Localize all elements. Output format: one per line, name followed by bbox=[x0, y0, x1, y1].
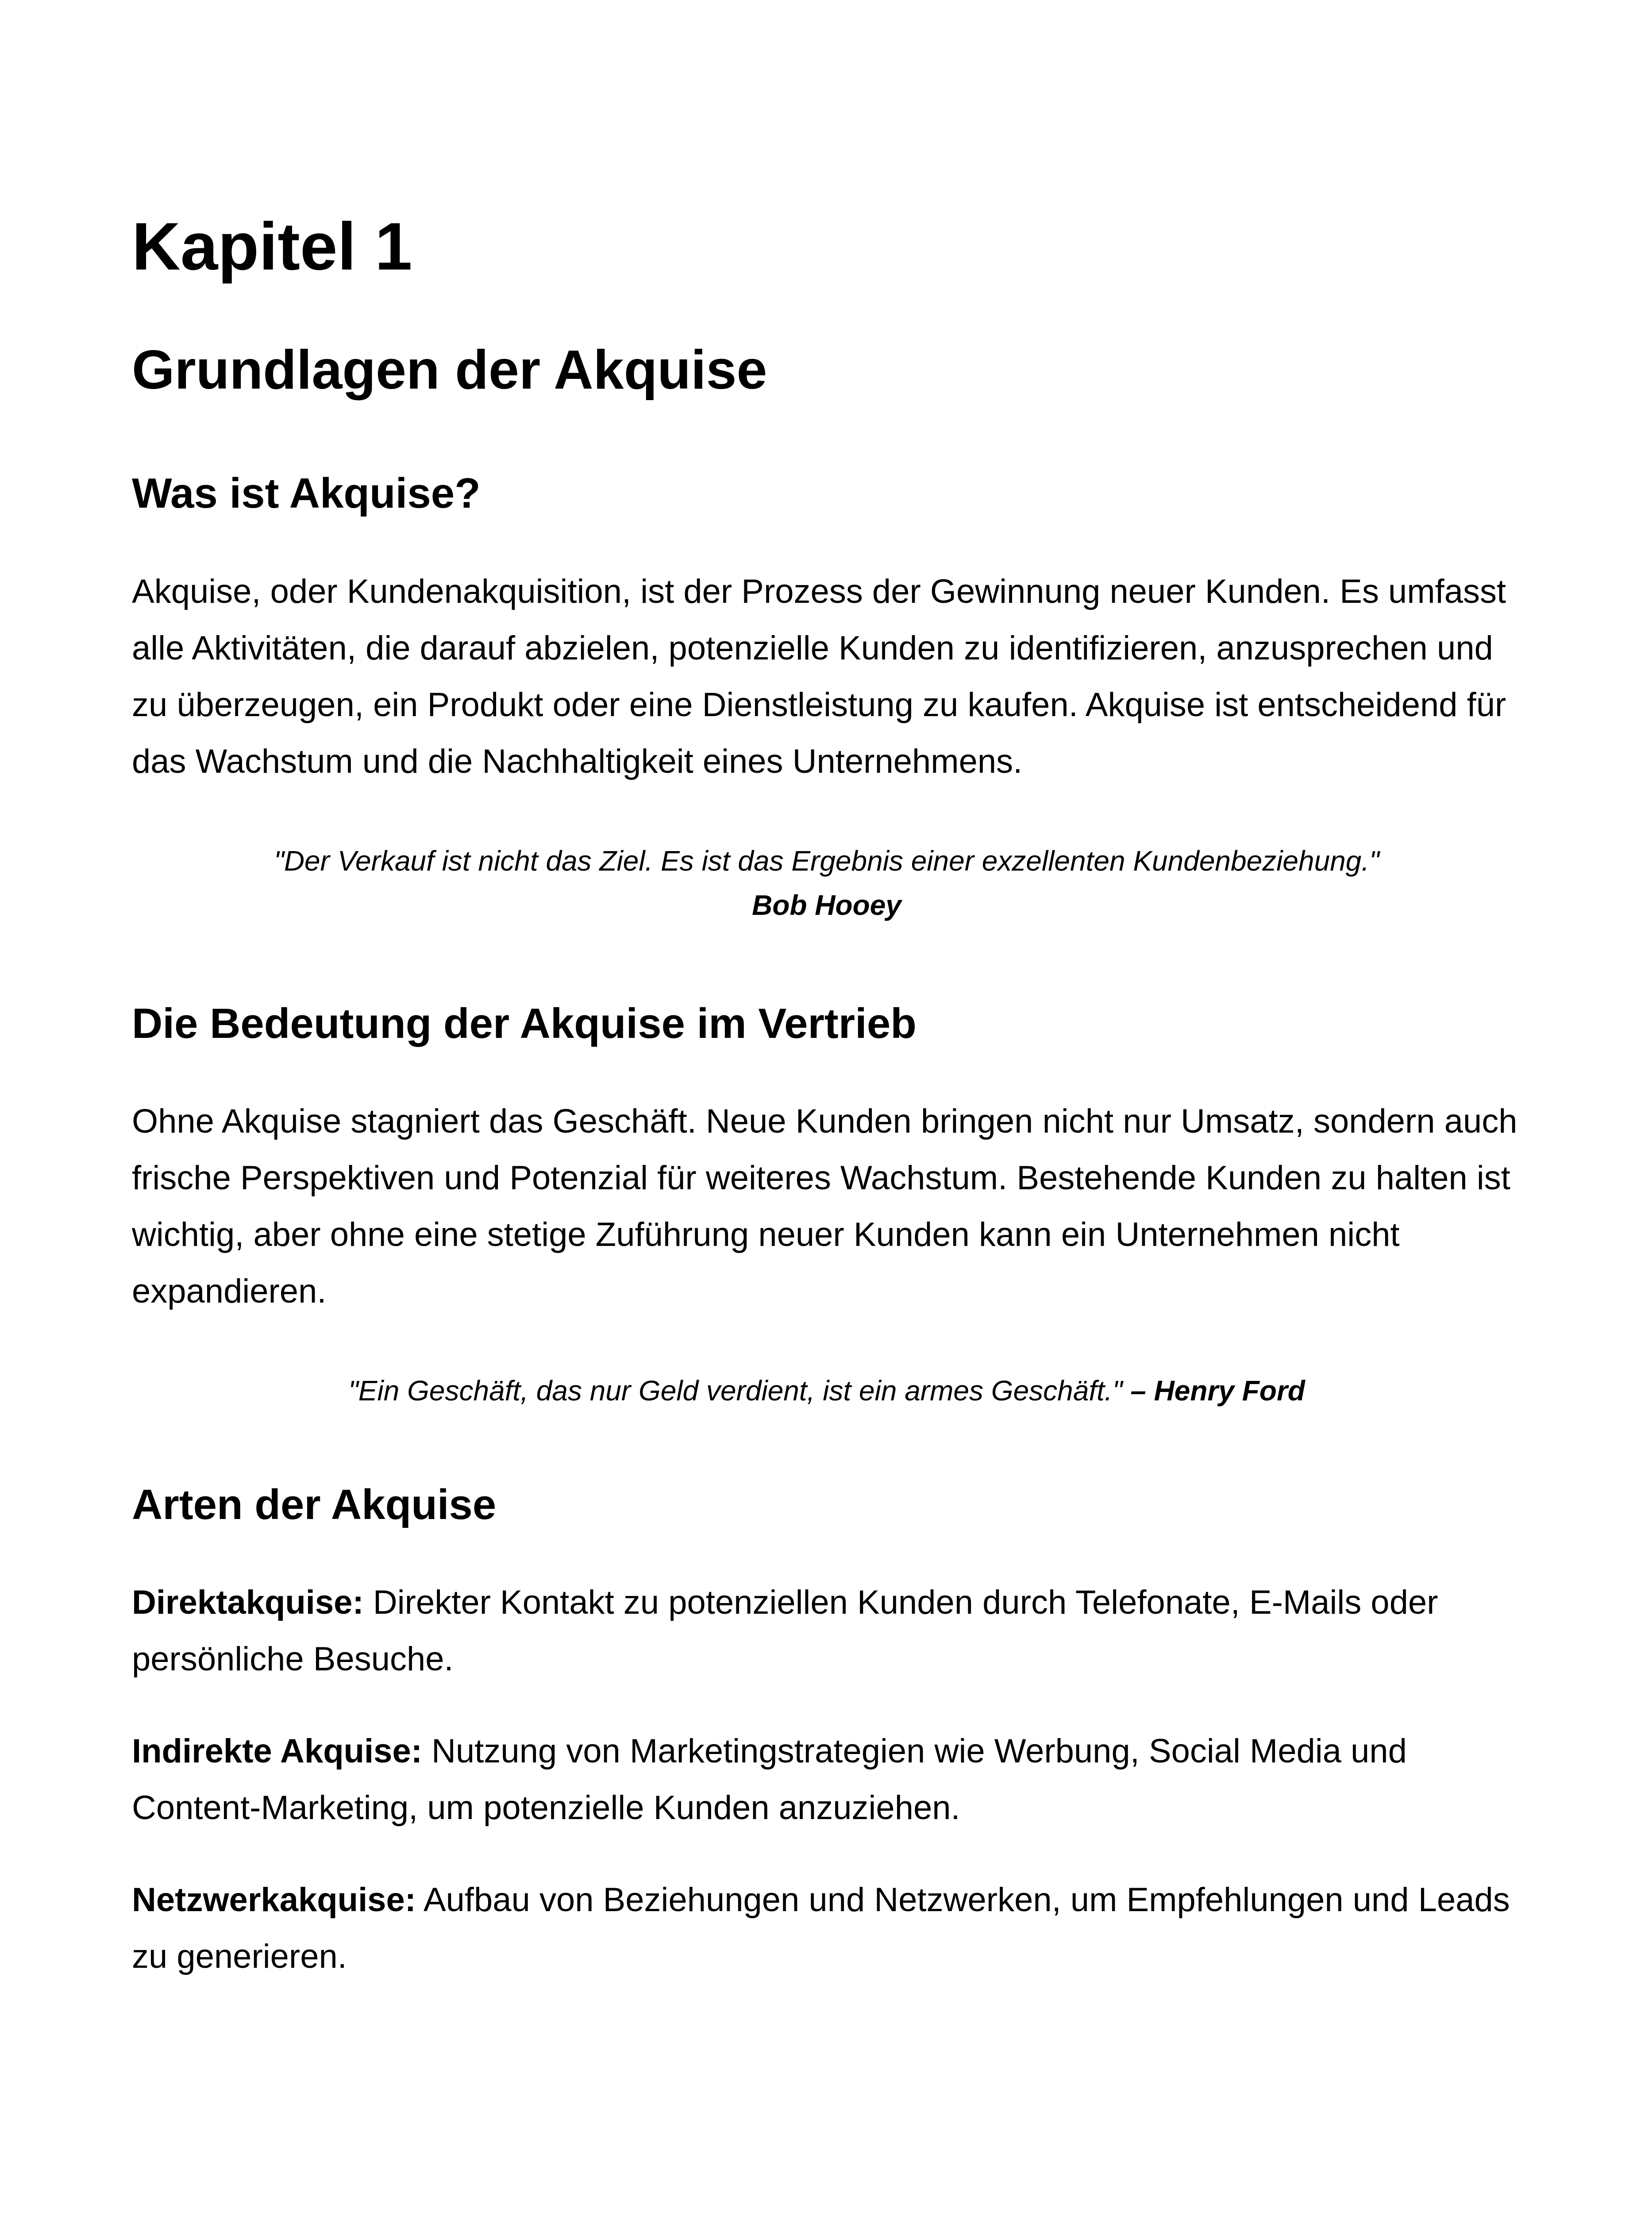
type-description: Aufbau von Beziehungen und Netzwerken, um Empfehlungen und Leads zu generieren. bbox=[132, 1881, 1510, 1975]
paragraph-importance: Ohne Akquise stagniert das Geschäft. Neue Kunden bringen nicht nur Umsatz, sondern auch frische Perspektiven und Potenzial für weiteres Wachstum. Bestehende Kunden zu halten ist wichtig, aber ohne eine stetige Zuführung neuer Kunden kann ein Unternehmen nicht expandieren. bbox=[132, 1102, 1517, 1310]
quote-bob-hooey bbox=[132, 839, 1521, 927]
quote-text: "Ein Geschäft, das nur Geld verdient, ist ein armes Geschäft." bbox=[348, 1374, 1123, 1407]
type-term: Indirekte Akquise: bbox=[132, 1732, 423, 1770]
type-item-netzwerkakquise bbox=[132, 1872, 1521, 1985]
section-heading-types: Arten der Akquise bbox=[132, 1480, 497, 1528]
type-item-indirekte-akquise bbox=[132, 1723, 1521, 1836]
page-content bbox=[132, 208, 1521, 2020]
quote-text: "Der Verkauf ist nicht das Ziel. Es ist das Ergebnis einer exzellenten Kundenbeziehung." bbox=[274, 844, 1379, 877]
chapter-title: Grundlagen der Akquise bbox=[132, 339, 767, 401]
quote-author: Bob Hooey bbox=[752, 889, 901, 921]
type-term: Netzwerkakquise: bbox=[132, 1881, 416, 1919]
type-term: Direktakquise: bbox=[132, 1583, 364, 1621]
type-description: Direkter Kontakt zu potenziellen Kunden durch Telefonate, E-Mails oder persönliche Besuche. bbox=[132, 1583, 1438, 1678]
quote-henry-ford bbox=[132, 1369, 1521, 1413]
section-heading-what-is-akquise: Was ist Akquise? bbox=[132, 470, 481, 517]
paragraph-what-is-akquise: Akquise, oder Kundenakquisition, ist der Prozess der Gewinnung neuer Kunden. Es umfasst alle Aktivitäten, die darauf abzielen, potenzielle Kunden zu identifizieren, anzusprechen und zu überzeugen, ein Produkt oder eine Dienstleistung zu kaufen. Akquise ist entscheidend für das Wachstum und die Nachhaltigkeit eines Unternehmens. bbox=[132, 572, 1506, 780]
section-heading-importance: Die Bedeutung der Akquise im Vertrieb bbox=[132, 999, 916, 1047]
type-description: Nutzung von Marketingstrategien wie Werbung, Social Media und Content-Marketing, um potenzielle Kunden anzuziehen. bbox=[132, 1732, 1407, 1827]
type-item-direktakquise bbox=[132, 1574, 1521, 1688]
chapter-heading: Kapitel 1 bbox=[132, 209, 412, 284]
quote-author: – Henry Ford bbox=[1130, 1374, 1305, 1407]
